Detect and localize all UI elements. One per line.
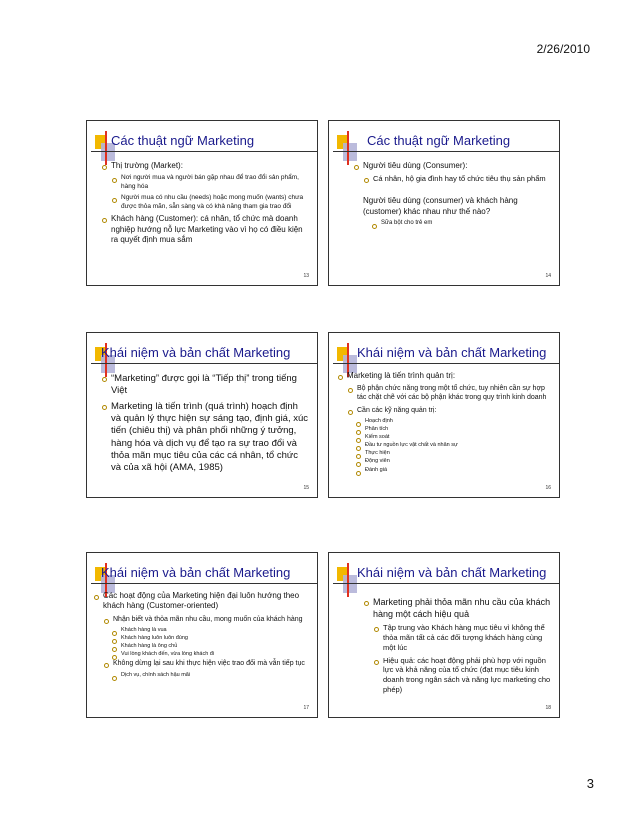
bullet: Khách hàng (Customer): cá nhân, tổ chức mà doanh nghiệp hướng nỗ lực Marketing vào vì họ có điều kiện ra quyết định mua sắm	[101, 214, 309, 245]
sub-bullet: Hoạch định	[355, 418, 551, 425]
sub-bullet: Hiệu quả: các hoạt động phải phù hợp với nguồn lực và khả năng của tổ chức (đạt mục tiêu kinh doanh trong ngân sách và năng lực marketing cho phép)	[373, 656, 551, 695]
sub-bullet: Bộ phận chức năng trong một tổ chức, tuy nhiên cần sự hợp tác chặt chẽ với các bộ phận khác trong quy trình kinh doanh	[347, 384, 551, 402]
sub-bullet: Nơi người mua và người bán gặp nhau để trao đổi sản phẩm, hàng hóa	[111, 174, 309, 191]
sub-bullet: Kiểm soát	[355, 434, 551, 441]
sub-bullet: Tập trung vào Khách hàng mục tiêu vì không thể thỏa mãn tất cả các đối tượng khách hàng cùng một lúc	[373, 623, 551, 652]
slide-number: 13	[303, 273, 309, 279]
slide-title: Khái niệm và bản chất Marketing	[101, 565, 291, 580]
sub-bullet: Nhận biết và thỏa mãn nhu cầu, mong muốn của khách hàng	[103, 615, 309, 624]
sub-bullet: Người mua có nhu cầu (needs) hoặc mong muốn (wants) chưa được thỏa mãn, sẵn sàng và có khả năng tham gia trao đổi	[111, 194, 309, 211]
slide-decoration	[337, 135, 361, 163]
slide-13	[86, 120, 318, 286]
slide-15	[86, 332, 318, 498]
bullet: Thị trường (Market):	[101, 161, 309, 171]
sub-bullet: Cần các kỹ năng quản trị:	[347, 406, 551, 415]
sub-bullet: Sữa bột cho trẻ em	[371, 220, 551, 228]
slide-16	[328, 332, 560, 498]
slide-number: 15	[303, 485, 309, 491]
slide-title: Các thuật ngữ Marketing	[367, 133, 511, 148]
slide-18	[328, 552, 560, 718]
bullet: Người tiêu dùng (Consumer):	[353, 161, 551, 171]
slide-number: 18	[545, 705, 551, 711]
sub-bullet: Thực hiện	[355, 450, 551, 457]
sub-bullet: Đầu tư nguồn lực vật chất và nhân sự	[355, 442, 551, 449]
slide-17	[86, 552, 318, 718]
slide-title: Khái niệm và bản chất Marketing	[357, 565, 547, 580]
bullet: “Marketing” được gọi là “Tiếp thị” trong tiếng Việt	[101, 373, 309, 398]
bullet: Các hoạt động của Marketing hiện đại luôn hướng theo khách hàng (Customer-oriented)	[93, 591, 309, 612]
sub-bullet: Dịch vụ, chính sách hậu mãi	[111, 672, 309, 679]
slide-title: Khái niệm và bản chất Marketing	[357, 345, 547, 360]
bullet: Marketing phải thỏa mãn nhu cầu của khách hàng một cách hiệu quả	[363, 597, 551, 620]
sub-bullet: Không dừng lại sau khi thực hiện việc trao đổi mà vẫn tiếp tục	[103, 659, 309, 668]
sub-bullet: Khách hàng là ông chủ	[111, 643, 309, 650]
header-date: 2/26/2010	[536, 42, 590, 56]
bullet: Marketing là tiến trình (quá trình) hoạch định và quản lý thực hiện sự sáng tạo, định giá, xúc tiến (chiêu thị) và phân phối những ý tưởng, hàng hóa và dịch vụ để tạo ra sự trao đổi và thỏa mãn mục tiêu của các cá nhân, tổ chức và của xã hội (AMA, 1985)	[101, 401, 309, 475]
slide-title: Khái niệm và bản chất Marketing	[101, 345, 291, 360]
sub-bullet: Đánh giá	[355, 467, 551, 474]
sub-bullet: Phân tích	[355, 426, 551, 433]
sub-bullet: Động viên	[355, 458, 551, 465]
bullet: Marketing là tiến trình quản trị:	[337, 371, 551, 381]
slide-number: 14	[545, 273, 551, 279]
page-number: 3	[586, 776, 594, 791]
sub-bullet: Khách hàng là vua	[111, 627, 309, 634]
sub-bullet: Khách hàng luôn luôn đúng	[111, 635, 309, 642]
slide-14	[328, 120, 560, 286]
question-text: Người tiêu dùng (consumer) và khách hàng (customer) khác nhau như thế nào?	[363, 196, 518, 216]
sub-bullet: Cá nhân, hộ gia đình hay tổ chức tiêu thụ sản phẩm	[363, 174, 551, 184]
sub-bullet: Vui lòng khách đến, vừa lòng khách đi	[111, 651, 309, 658]
slide-number: 16	[545, 485, 551, 491]
slide-number: 17	[303, 705, 309, 711]
slide-title: Các thuật ngữ Marketing	[111, 133, 255, 148]
